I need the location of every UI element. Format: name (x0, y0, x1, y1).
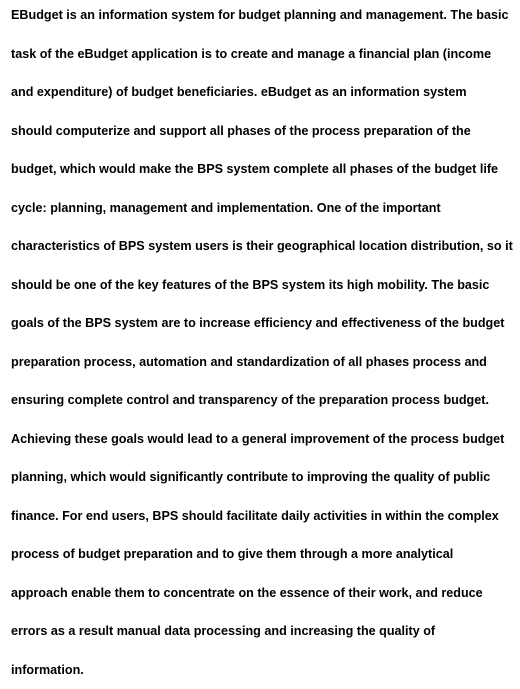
text-line-14: finance. For end users, BPS should facilitate daily activities in within the complex (11, 497, 520, 536)
text-line-6: cycle: planning, management and implementation. One of the important (11, 189, 520, 228)
text-line-4: should computerize and support all phases of the process preparation of the (11, 112, 520, 151)
document-body (11, 0, 520, 689)
text-line-7: characteristics of BPS system users is their geographical location distribution, so it (11, 227, 520, 266)
text-line-17: errors as a result manual data processing and increasing the quality of (11, 612, 520, 651)
text-line-9: goals of the BPS system are to increase efficiency and effectiveness of the budget (11, 304, 520, 343)
text-line-3: and expenditure) of budget beneficiaries. eBudget as an information system (11, 73, 520, 112)
text-line-18: information. (11, 651, 520, 689)
text-line-15: process of budget preparation and to give them through a more analytical (11, 535, 520, 574)
text-line-12: Achieving these goals would lead to a general improvement of the process budget (11, 420, 520, 459)
text-line-16: approach enable them to concentrate on the essence of their work, and reduce (11, 574, 520, 613)
text-line-10: preparation process, automation and standardization of all phases process and (11, 343, 520, 382)
text-line-13: planning, which would significantly contribute to improving the quality of public (11, 458, 520, 497)
text-line-5: budget, which would make the BPS system complete all phases of the budget life (11, 150, 520, 189)
text-line-11: ensuring complete control and transparency of the preparation process budget. (11, 381, 520, 420)
text-line-8: should be one of the key features of the BPS system its high mobility. The basic (11, 266, 520, 305)
text-line-2: task of the eBudget application is to create and manage a financial plan (income (11, 35, 520, 74)
text-line-1: EBudget is an information system for budget planning and management. The basic (11, 0, 520, 35)
